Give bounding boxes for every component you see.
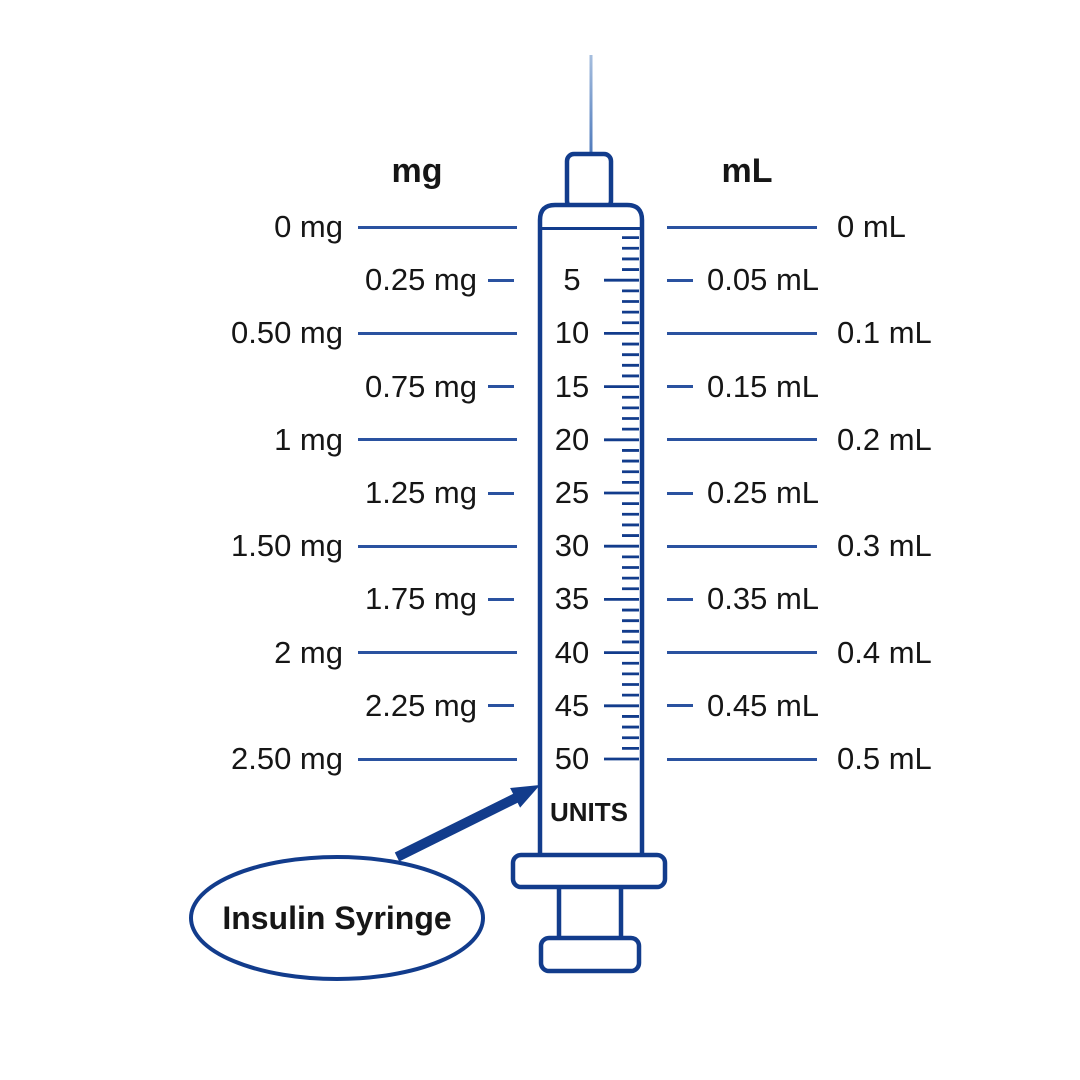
mg-leader-line [358, 758, 517, 761]
units-scale-number: 50 [554, 741, 590, 776]
mg-leader-line [488, 704, 514, 707]
mg-leader-line [488, 279, 514, 282]
ml-leader-line [667, 438, 817, 441]
ml-leader-line [667, 545, 817, 548]
plunger-rod [559, 880, 621, 942]
ml-label: 0.1 mL [837, 315, 932, 351]
ml-leader-line [667, 332, 817, 335]
mg-leader-line [358, 651, 517, 654]
plunger-thumb-rest [541, 938, 639, 971]
ml-label: 0.15 mL [707, 368, 820, 404]
ml-leader-line [667, 704, 693, 707]
mg-label: 1.50 mg [230, 528, 343, 564]
units-scale-number: 10 [554, 315, 590, 351]
mg-leader-line [358, 438, 517, 441]
units-label: UNITS [550, 797, 628, 827]
mg-leader-line [358, 332, 517, 335]
mg-label: 1.75 mg [364, 581, 477, 617]
mg-column-header: mg [391, 152, 443, 190]
plunger-flange [513, 855, 665, 887]
ml-label: 0.2 mL [837, 421, 932, 457]
mg-label: 0.75 mg [364, 368, 477, 404]
mg-label: 0.25 mg [364, 262, 477, 298]
units-scale-number: 15 [554, 368, 590, 404]
mg-label: 2.25 mg [364, 687, 477, 723]
units-scale-number: 35 [554, 581, 590, 617]
mg-label: 2.50 mg [230, 741, 343, 776]
ml-leader-line [667, 758, 817, 761]
mg-label: 0.50 mg [230, 315, 343, 351]
ml-leader-line [667, 385, 693, 388]
mg-leader-line [358, 545, 517, 548]
needle-hub [567, 154, 611, 208]
ml-label: 0.4 mL [837, 634, 932, 670]
mg-leader-line [488, 598, 514, 601]
units-scale-number: 45 [554, 687, 590, 723]
ml-leader-line [667, 226, 817, 229]
callout-label: Insulin Syringe [222, 900, 452, 936]
ml-column-header: mL [721, 152, 773, 190]
mg-label: 1 mg [274, 421, 343, 457]
ml-leader-line [667, 279, 693, 282]
ml-leader-line [667, 598, 693, 601]
units-scale-number: 5 [563, 262, 581, 298]
ml-leader-line [667, 492, 693, 495]
units-scale-number: 30 [554, 528, 590, 564]
ml-label: 0.5 mL [837, 741, 932, 776]
callout-arrow-shaft [397, 797, 518, 857]
units-scale-number: 20 [554, 421, 590, 457]
units-scale-number: 40 [554, 634, 590, 670]
ml-label: 0.35 mL [707, 581, 820, 617]
mg-leader-line [488, 385, 514, 388]
ml-label: 0.45 mL [707, 687, 820, 723]
ml-label: 0.3 mL [837, 528, 932, 564]
mg-leader-line [488, 492, 514, 495]
ml-label: 0 mL [837, 209, 906, 244]
ml-label: 0.25 mL [707, 475, 820, 510]
mg-leader-line [358, 226, 517, 229]
ml-leader-line [667, 651, 817, 654]
ml-label: 0.05 mL [707, 262, 820, 298]
mg-label: 1.25 mg [364, 475, 477, 510]
units-scale-number: 25 [554, 475, 590, 510]
mg-label: 0 mg [274, 209, 343, 244]
mg-label: 2 mg [274, 634, 343, 670]
